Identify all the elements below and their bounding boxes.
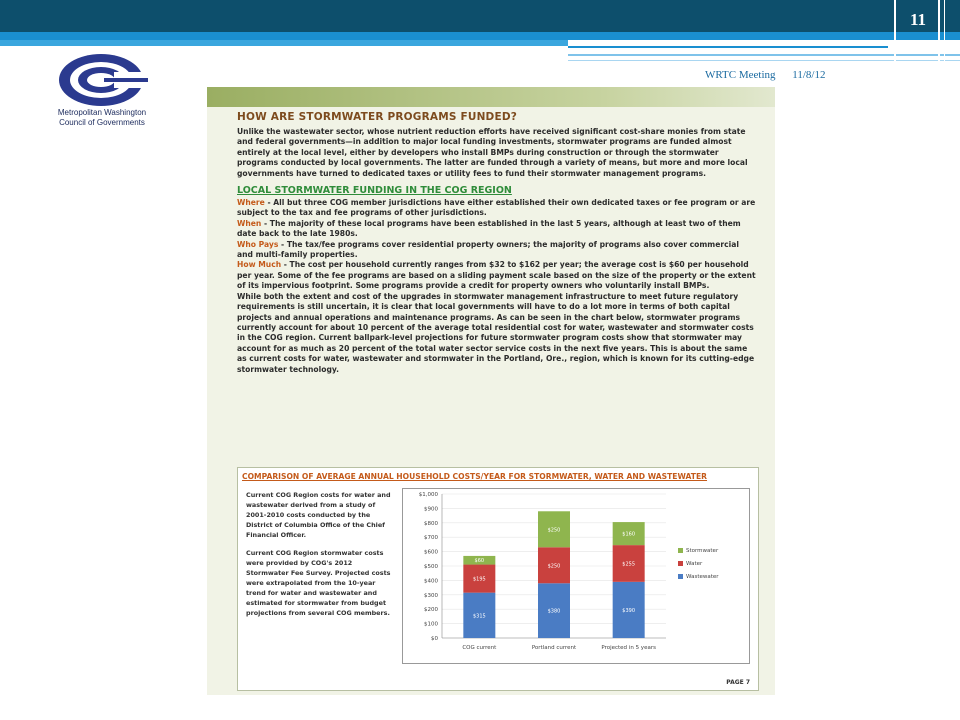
chart-title: COMPARISON OF AVERAGE ANNUAL HOUSEHOLD COSTS/YEAR FOR STORMWATER, WATER AND WASTEWATER <box>242 472 708 481</box>
slide-meta <box>705 69 840 81</box>
decor-vline <box>894 0 896 64</box>
y-tick-label: $0 <box>431 636 438 642</box>
data-label: $250 <box>547 563 561 570</box>
chart-note: Current COG Region costs for water and wastewater derived from a study of 2001-2010 costs conducted by the District of Columbia Office of the Chief Financial Officer. <box>246 491 391 539</box>
legend-entry: Stormwater <box>686 548 719 554</box>
funding-item: How Much - The cost per household currently ranges from $32 to $162 per year; the average cost is $60 per household per year. Some of the fee programs are based on a sliding payment scale based on the size of the property or the extent of its impervious footprint. Some programs provide a credit for property owners who voluntarily install BMPs. <box>237 260 756 291</box>
data-label: $380 <box>547 608 561 615</box>
chart-panel <box>237 467 759 691</box>
document-page <box>207 87 775 695</box>
y-tick-label: $500 <box>424 564 438 570</box>
legend-entry: Water <box>686 561 703 567</box>
org-name: Metropolitan Washington Council of Governments <box>57 108 147 127</box>
stacked-bar-chart <box>402 488 750 664</box>
meeting-name: WRTC Meeting <box>705 69 776 81</box>
chart-notes <box>246 490 396 626</box>
decor-vline <box>938 0 940 64</box>
legend-swatch <box>678 548 683 553</box>
document-header-band <box>207 87 775 107</box>
y-tick-label: $800 <box>424 520 438 527</box>
x-tick-label: Projected in 5 years <box>601 645 656 651</box>
accent-bar-light <box>0 40 568 46</box>
document-heading: HOW ARE STORMWATER PROGRAMS FUNDED? <box>237 111 518 123</box>
y-tick-label: $400 <box>424 578 438 585</box>
funding-item: When - The majority of these local programs have been established in the last 5 years, although at least two of them date back to the late 1980s. <box>237 218 741 239</box>
legend-swatch <box>678 561 683 566</box>
title-bar <box>0 0 960 32</box>
y-tick-label: $1,000 <box>418 492 438 498</box>
data-label: $250 <box>547 527 561 534</box>
slide-number: 11 <box>909 10 927 29</box>
decor-line <box>568 46 888 48</box>
data-label: $160 <box>622 531 636 538</box>
data-label: $60 <box>474 558 485 565</box>
y-tick-label: $200 <box>424 607 438 614</box>
x-tick-label: COG current <box>462 645 497 651</box>
document-subheading: LOCAL STORMWATER FUNDING IN THE COG REGION <box>237 185 512 197</box>
decor-vline <box>944 0 945 64</box>
y-tick-label: $700 <box>424 535 438 542</box>
accent-bar <box>0 32 960 40</box>
decor-line <box>568 54 960 56</box>
data-label: $195 <box>472 576 486 583</box>
legend-entry: Wastewater <box>686 574 719 580</box>
chart-note: Current COG Region stormwater costs were provided by COG's 2012 Stormwater Fee Survey. Projected costs were extrapolated from the 10-year trend for water and wastewater and estimated for stormwater from budget projections from several COG members. <box>246 549 391 617</box>
legend-swatch <box>678 574 683 579</box>
meeting-date: 11/8/12 <box>792 69 826 81</box>
y-tick-label: $900 <box>424 506 438 513</box>
x-tick-label: Portland current <box>531 645 577 651</box>
page-label: PAGE 7 <box>726 679 750 686</box>
intro-paragraph: Unlike the wastewater sector, whose nutrient reduction efforts have received significant cost-share monies from state and federal governments—in addition to major local funding investments, stormwater programs are funded almost entirely at the local level, either by developers who install BMPs during construction or through the stormwater programs conducted by local governments. The latter are funded through a variety of means, but more and more local governments have turned to dedicated taxes or utility fees to fund their stormwater management programs. <box>237 127 748 178</box>
document-body <box>237 111 757 375</box>
data-label: $315 <box>472 613 486 620</box>
data-label: $390 <box>622 607 636 614</box>
funding-item: Who Pays - The tax/fee programs cover residential property owners; the majority of programs also cover commercial and multi-family properties. <box>237 239 739 260</box>
y-tick-label: $100 <box>424 621 438 628</box>
y-tick-label: $300 <box>424 592 438 599</box>
decor-line <box>568 60 960 61</box>
funding-item: Where - All but three COG member jurisdictions have either established their own dedicated taxes or fee program or are subject to the tax and fee programs of other jurisdictions. <box>237 198 756 218</box>
y-tick-label: $600 <box>424 549 438 556</box>
data-label: $255 <box>622 561 636 568</box>
closing-paragraph: While both the extent and cost of the upgrades in stormwater management infrastructure to meet future regulatory requirements is still uncertain, it is clear that local governments will have to do a lot more in terms of both capital projects and annual operations and maintenance programs. As can be seen in the chart below, stormwater programs currently account for about 10 percent of the average total residential cost for water, wastewater and stormwater costs in the COG region. Current ballpark-level projections for future stormwater program costs show that stormwater may account for as much as 20 percent of the total water sector service costs in the next five years. This is about the same as current costs for water, wastewater and stormwater in the Portland, Ore., region, which is known for its cutting-edge stormwater technology. <box>237 291 755 374</box>
